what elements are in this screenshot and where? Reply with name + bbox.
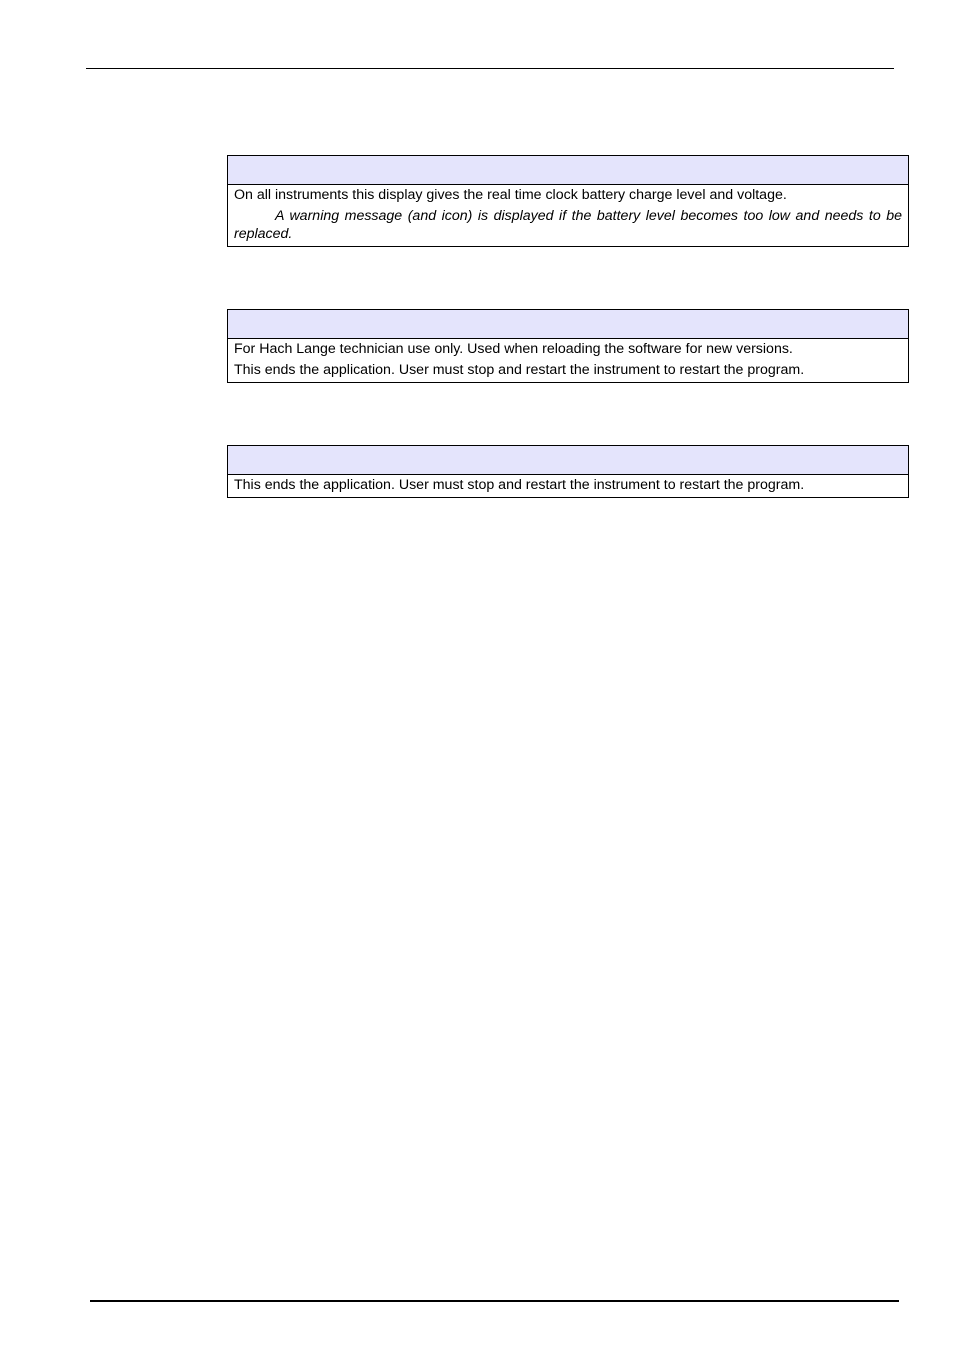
technician-info-text: For Hach Lange technician use only. Used when reloading the software for new versions. (234, 341, 793, 357)
exit-info-body (228, 475, 908, 497)
exit-info-text: This ends the application. User must stop and restart the instrument to restart the program. (234, 477, 805, 493)
battery-warning-note: A warning message (and icon) is displayed if the battery level becomes too low and needs to be replaced. (234, 208, 902, 242)
exit-info-header (228, 446, 908, 475)
technician-info-header (228, 310, 908, 339)
battery-info-text: On all instruments this display gives the real time clock battery charge level and voltage. (234, 187, 787, 203)
footer-rule (90, 1300, 899, 1302)
exit-info-box (227, 445, 909, 498)
technician-exit-text: This ends the application. User must stop and restart the instrument to restart the program. (234, 362, 805, 378)
header-rule (86, 68, 894, 69)
battery-info-header (228, 156, 908, 185)
technician-info-box (227, 309, 909, 383)
battery-info-box (227, 155, 909, 247)
technician-info-body (228, 339, 908, 382)
battery-info-body (228, 185, 908, 246)
